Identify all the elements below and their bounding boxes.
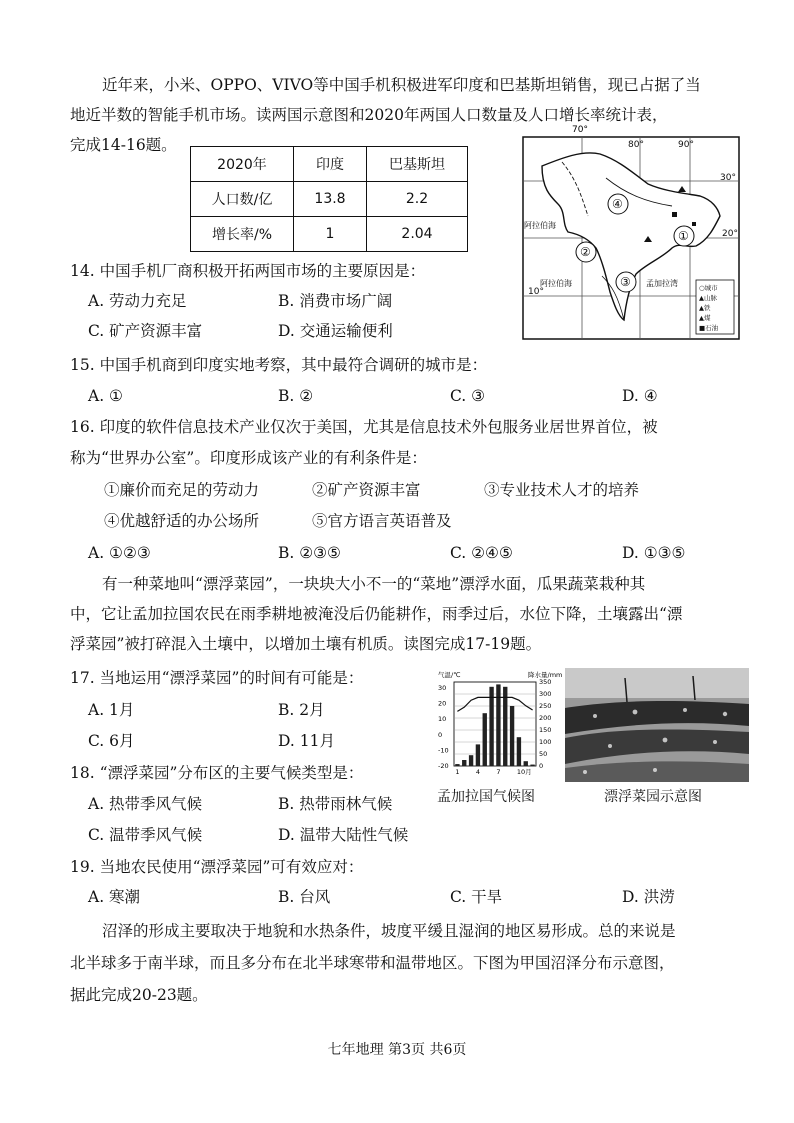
city-1: ① xyxy=(678,229,689,243)
table-cell: 人口数/亿 xyxy=(191,182,294,217)
q16-stem-line-1: 16. 印度的软件信息技术产业仅次于美国，尤其是信息技术外包服务业居世界首位，被 xyxy=(70,418,658,436)
city-3: ③ xyxy=(620,275,631,289)
legend-item: ▲铁 xyxy=(699,304,711,312)
intro-20-line-1: 沼泽的形成主要取决于地貌和水热条件，坡度平缓且湿润的地区易形成。总的来说是 xyxy=(102,922,676,940)
precip-bar xyxy=(469,755,473,766)
q16-option-b: B. ②③⑤ xyxy=(278,544,341,562)
table-cell: 13.8 xyxy=(294,182,367,217)
q19-option-d: D. 洪涝 xyxy=(622,888,675,906)
q14-option-c: C. 矿产资源丰富 xyxy=(88,322,203,340)
table-row xyxy=(191,182,468,217)
table-cell: 2.2 xyxy=(367,182,468,217)
q15-option-b: B. ② xyxy=(278,387,314,405)
q18-option-a: A. 热带季风气候 xyxy=(88,795,203,813)
legend-item: ▲山脉 xyxy=(699,294,717,302)
left-tick-label: -20 xyxy=(438,762,449,770)
table-header-cell: 印度 xyxy=(294,147,367,182)
precip-bar xyxy=(530,765,534,766)
table-cell: 增长率/% xyxy=(191,217,294,252)
lon-label: 90° xyxy=(678,140,694,150)
precip-bar xyxy=(524,761,528,766)
photo-caption: 漂浮菜园示意图 xyxy=(604,789,702,805)
left-tick-label: 30 xyxy=(438,684,447,692)
sea-label: 阿拉伯海 xyxy=(540,279,572,288)
q16-condition: ④优越舒适的办公场所 xyxy=(104,512,260,530)
precip-bar xyxy=(483,713,487,766)
left-tick-label: -10 xyxy=(438,746,449,755)
q17-option-a: A. 1月 xyxy=(88,701,135,719)
lon-label: 80° xyxy=(628,140,644,150)
left-tick-label: 0 xyxy=(438,730,443,739)
q17-option-c: C. 6月 xyxy=(88,732,135,750)
x-tick-label: 10月 xyxy=(516,768,532,776)
right-tick-label: 100 xyxy=(539,738,552,746)
q19-option-c: C. 干旱 xyxy=(450,888,503,906)
population-table xyxy=(190,146,468,252)
table-cell: 1 xyxy=(294,217,367,252)
q16-option-d: D. ①③⑤ xyxy=(622,544,686,562)
q14-option-d: D. 交通运输便利 xyxy=(278,322,393,340)
lat-label: 30° xyxy=(720,173,736,183)
table-header-cell: 巴基斯坦 xyxy=(367,147,468,182)
intro-line-2: 地近半数的智能手机市场。读两国示意图和2020年两国人口数量及人口增长率统计表， xyxy=(70,106,668,124)
q16-option-c: C. ②④⑤ xyxy=(450,544,513,562)
intro-20-line-2: 北半球多于南半球，而且多分布在北半球寒带和温带地区。下图为甲国沼泽分布示意图， xyxy=(70,954,675,972)
q16-condition: ②矿产资源丰富 xyxy=(312,481,421,499)
right-tick-label: 50 xyxy=(539,750,548,758)
table-row xyxy=(191,217,468,252)
south-asia-map xyxy=(522,125,740,340)
x-tick-label: 4 xyxy=(475,768,481,776)
right-tick-label: 200 xyxy=(539,714,552,722)
legend-item: ○城市 xyxy=(699,284,718,292)
q17-option-b: B. 2月 xyxy=(278,701,325,719)
q16-option-a: A. ①②③ xyxy=(88,544,151,562)
legend-item: ▲煤 xyxy=(699,314,711,322)
q19-stem: 19. 当地农民使用“漂浮菜园”可有效应对： xyxy=(70,858,364,876)
precip-bar xyxy=(496,684,500,766)
precip-bar xyxy=(503,687,507,766)
q15-stem: 15. 中国手机商到印度实地考察，其中最符合调研的城市是： xyxy=(70,356,488,374)
q19-option-b: B. 台风 xyxy=(278,888,331,906)
q16-condition: ③专业技术人才的培养 xyxy=(484,481,640,499)
intro-17-line-1: 有一种菜地叫“漂浮菜园”，一块块大小不一的“菜地”漂浮水面，瓜果蔬菜栽种其 xyxy=(102,575,646,593)
q19-option-a: A. 寒潮 xyxy=(88,888,141,906)
q14-option-a: A. 劳动力充足 xyxy=(88,292,187,310)
right-tick-label: 300 xyxy=(539,690,552,698)
precip-bar xyxy=(462,760,466,766)
intro-line-3: 完成14-16题。 xyxy=(70,136,177,154)
q17-stem: 17. 当地运用“漂浮菜园”的时间有可能是： xyxy=(70,669,364,687)
x-tick-label: 1 xyxy=(455,768,460,776)
precip-bar xyxy=(510,706,514,766)
city-2: ② xyxy=(580,245,591,259)
precip-bar xyxy=(476,744,480,766)
q16-condition: ⑤官方语言英语普及 xyxy=(312,512,452,530)
left-tick-label: 20 xyxy=(438,699,447,708)
temperature-line xyxy=(457,697,532,711)
q15-option-d: D. ④ xyxy=(622,387,658,405)
sea-label: 阿拉伯海 xyxy=(524,221,556,230)
legend-item: ■石油 xyxy=(699,324,719,332)
chart-right-axis-title: 降水量/mm xyxy=(528,671,563,679)
chart-caption: 孟加拉国气候图 xyxy=(437,789,535,805)
precip-bar xyxy=(517,737,521,766)
right-tick-label: 0 xyxy=(539,762,544,770)
table-cell: 2.04 xyxy=(367,217,468,252)
lat-label: 10° xyxy=(528,287,544,297)
page-footer: 七年地理 第3页 共6页 xyxy=(327,1042,467,1058)
q14-stem: 14. 中国手机厂商积极开拓两国市场的主要原因是： xyxy=(70,262,426,280)
q17-option-d: D. 11月 xyxy=(278,732,335,750)
right-tick-label: 150 xyxy=(539,726,552,734)
q18-stem: 18. “漂浮菜园”分布区的主要气候类型是： xyxy=(70,764,364,782)
climate-chart xyxy=(436,668,563,782)
q18-option-d: D. 温带大陆性气候 xyxy=(278,826,409,844)
q14-option-b: B. 消费市场广阔 xyxy=(278,292,393,310)
intro-17-line-2: 中，它让孟加拉国农民在雨季耕地被淹没后仍能耕作，雨季过后，水位下降，土壤露出“漂 xyxy=(70,605,683,623)
q16-stem-line-2: 称为“世界办公室”。印度形成该产业的有利条件是： xyxy=(70,449,427,467)
left-tick-label: 10 xyxy=(438,715,447,724)
lat-label: 20° xyxy=(722,229,738,239)
sea-label: 孟加拉湾 xyxy=(646,279,678,288)
precip-bar xyxy=(455,764,459,766)
right-tick-label: 250 xyxy=(539,702,552,710)
q18-option-b: B. 热带雨林气候 xyxy=(278,795,393,813)
q16-condition: ①廉价而充足的劳动力 xyxy=(104,481,260,499)
lon-label: 70° xyxy=(572,125,588,135)
precip-bar xyxy=(489,687,493,766)
right-tick-label: 350 xyxy=(539,678,552,686)
chart-frame xyxy=(454,682,536,766)
intro-17-line-3: 浮菜园”被打碎混入土壤中，以增加土壤有机质。读图完成17-19题。 xyxy=(70,635,542,653)
x-tick-label: 7 xyxy=(496,768,501,776)
q18-option-c: C. 温带季风气候 xyxy=(88,826,203,844)
floating-garden-photo xyxy=(565,668,749,782)
q15-option-c: C. ③ xyxy=(450,387,486,405)
city-4: ④ xyxy=(612,197,623,211)
table-header-cell: 2020年 xyxy=(191,147,294,182)
chart-left-axis-title: 气温/℃ xyxy=(438,671,461,679)
intro-20-line-3: 据此完成20-23题。 xyxy=(70,986,208,1004)
intro-line-1: 近年来，小米、OPPO、VIVO等中国手机积极进军印度和巴基斯坦销售，现已占据了当 xyxy=(102,76,701,94)
table-header-row xyxy=(191,147,468,182)
q15-option-a: A. ① xyxy=(88,387,123,405)
